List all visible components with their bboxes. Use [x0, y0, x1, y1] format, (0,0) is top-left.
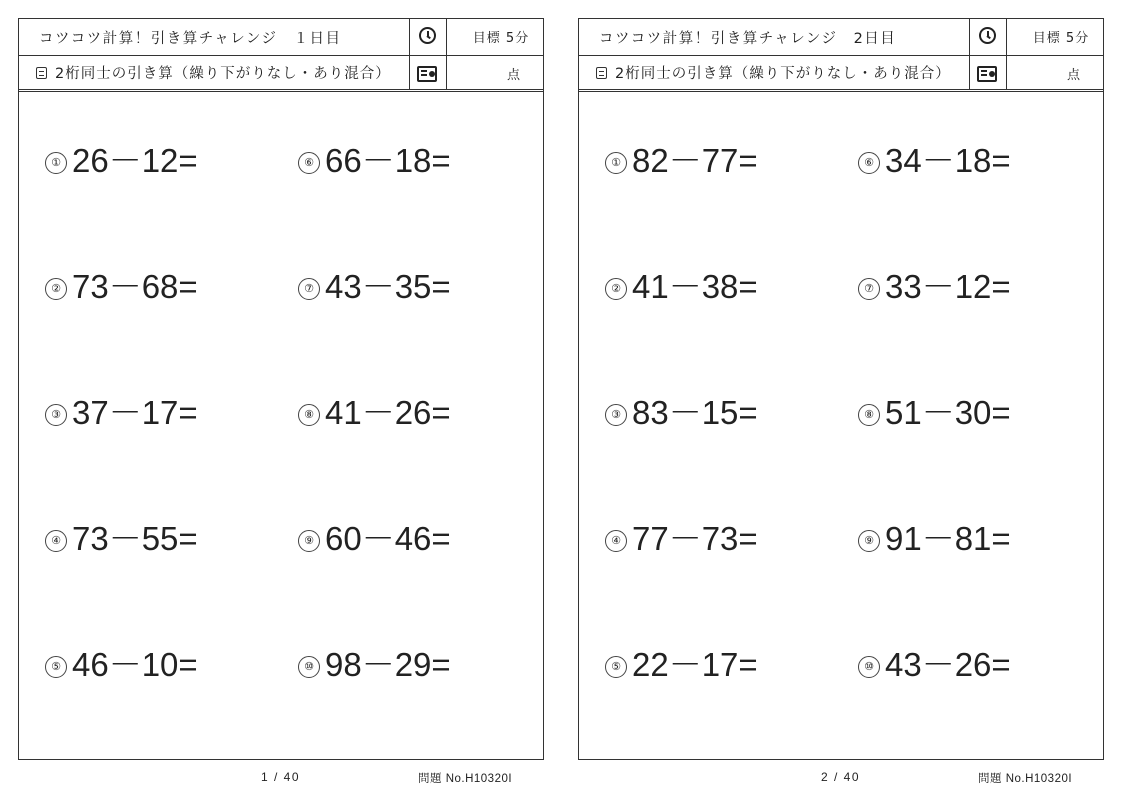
worksheet-title: コツコツ計算！引き算チャレンジ 2日目 — [599, 31, 897, 47]
worksheet-day-1 — [18, 18, 544, 785]
clock-icon — [419, 27, 436, 44]
problem-item[interactable]: ① 82－77= — [605, 135, 758, 182]
header-row-title — [579, 19, 1103, 56]
problem-item[interactable]: ⑦ 43－35= — [298, 261, 451, 308]
score-field[interactable]: 点 — [507, 68, 521, 83]
day-label: 2日目 — [853, 31, 897, 47]
problem-item[interactable]: ⑨ 91－81= — [858, 513, 1011, 560]
problem-item[interactable]: ① 26－12= — [45, 135, 198, 182]
problem-item[interactable]: ④ 73－55= — [45, 513, 198, 560]
problem-number: 問題 No.H10320I — [978, 773, 1073, 785]
page-number: 1 / 40 — [261, 770, 301, 784]
worksheet-subtitle: 2桁同士の引き算（繰り下がりなし・あり混合） — [615, 66, 951, 82]
problem-item[interactable]: ④ 77－73= — [605, 513, 758, 560]
worksheet-day-2 — [578, 18, 1104, 785]
score-icon — [977, 66, 997, 82]
list-icon — [596, 67, 607, 79]
score-field[interactable]: 点 — [1067, 68, 1081, 83]
clock-icon — [979, 27, 996, 44]
page-number: 2 / 40 — [821, 770, 861, 784]
worksheet-title: コツコツ計算！引き算チャレンジ １日目 — [39, 31, 342, 47]
problem-item[interactable]: ② 41－38= — [605, 261, 758, 308]
problem-item[interactable]: ⑤ 22－17= — [605, 639, 758, 686]
problem-item[interactable]: ⑧ 41－26= — [298, 387, 451, 434]
problem-item[interactable]: ⑨ 60－46= — [298, 513, 451, 560]
problem-item[interactable]: ⑦ 33－12= — [858, 261, 1011, 308]
problem-item[interactable]: ⑤ 46－10= — [45, 639, 198, 686]
problem-item[interactable]: ⑩ 43－26= — [858, 639, 1011, 686]
problem-item[interactable]: ② 73－68= — [45, 261, 198, 308]
problem-item[interactable]: ⑧ 51－30= — [858, 387, 1011, 434]
header-row-subtitle — [579, 56, 1103, 92]
list-icon — [36, 67, 47, 79]
problem-item[interactable]: ⑥ 66－18= — [298, 135, 451, 182]
problem-item[interactable]: ③ 37－17= — [45, 387, 198, 434]
problem-item[interactable]: ⑩ 98－29= — [298, 639, 451, 686]
goal-time: 目標 5分 — [472, 31, 530, 46]
problem-item[interactable]: ⑥ 34－18= — [858, 135, 1011, 182]
header-row-subtitle — [19, 56, 543, 92]
problem-number: 問題 No.H10320I — [418, 773, 513, 785]
score-icon — [417, 66, 437, 82]
problem-item[interactable]: ③ 83－15= — [605, 387, 758, 434]
goal-time: 目標 5分 — [1032, 31, 1090, 46]
header-row-title — [19, 19, 543, 56]
day-label: １日目 — [293, 31, 342, 47]
worksheet-subtitle: 2桁同士の引き算（繰り下がりなし・あり混合） — [55, 66, 391, 82]
